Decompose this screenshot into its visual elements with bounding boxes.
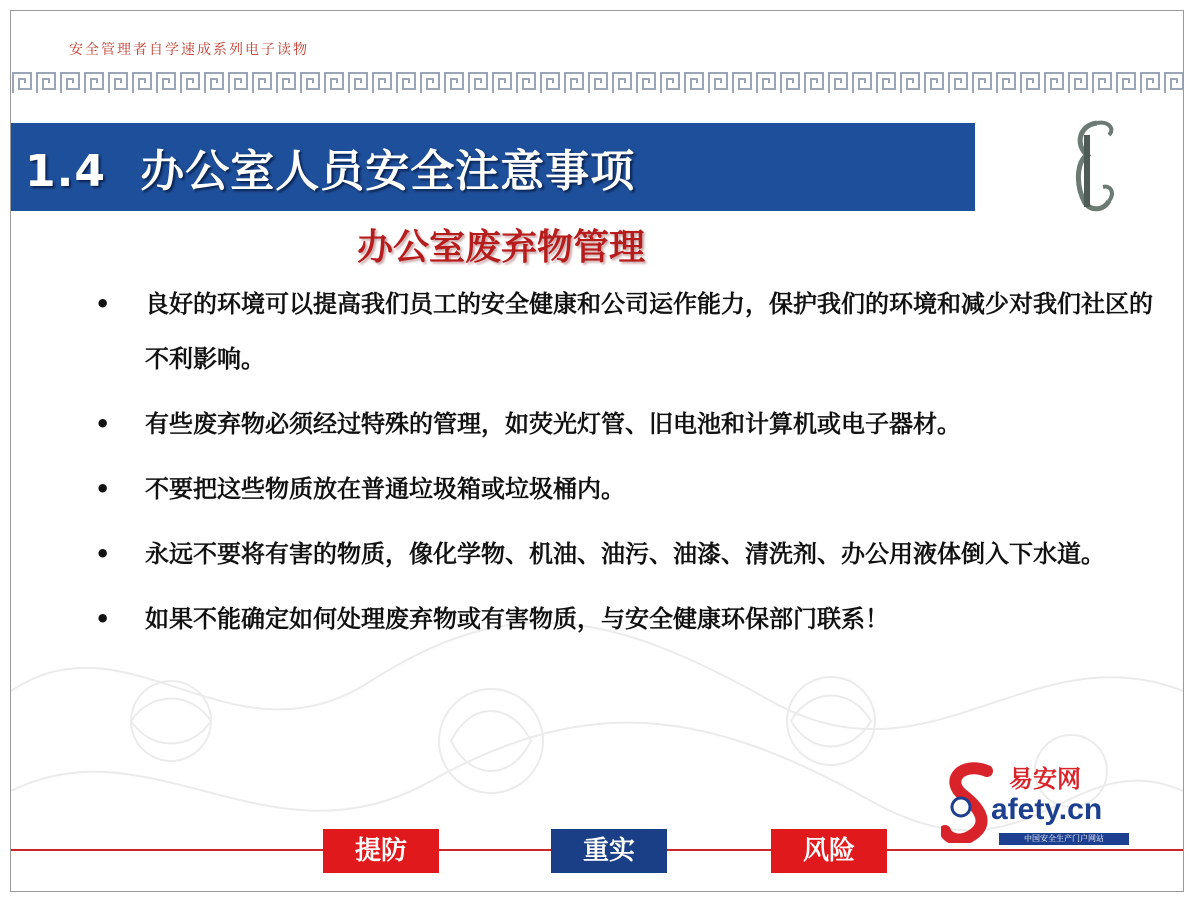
bullet-point: • [95,540,111,568]
bullet-text: 如果不能确定如何处理废弃物或有害物质，与安全健康环保部门联系！ [145,605,889,633]
list-item [95,277,1155,387]
list-item [95,397,1155,452]
tag-prevent: 提防 [323,829,439,873]
bullet-point: • [95,290,111,318]
bullet-text: 良好的环境可以提高我们员工的安全健康和公司运作能力，保护我们的环境和减少对我们社区的不利影响。 [145,290,1153,373]
list-item [95,462,1155,517]
tag-emphasis: 重实 [551,829,667,873]
list-item [95,592,1155,647]
bullet-text: 永远不要将有害的物质，像化学物、机油、油污、油漆、清洗剂、办公用液体倒入下水道。 [145,540,1105,568]
logo-chinese-name: 易安网 [1009,765,1081,793]
section-title: 办公室人员安全注意事项 [140,146,636,197]
logo-tagline: 中国安全生产门户网站 [999,833,1129,845]
tag-risk: 风险 [771,829,887,873]
bullet-point: • [95,475,111,503]
bullet-list [95,277,1155,657]
bullet-point: • [95,605,111,633]
s-swirl-icon [941,761,997,843]
subtitle: 办公室废弃物管理 [357,227,646,268]
list-item [95,527,1155,582]
ornamental-letter-icon [1057,115,1127,215]
section-number: 1.4 [25,146,106,197]
slide [10,10,1184,892]
bullet-text: 有些废弃物必须经过特殊的管理，如荧光灯管、旧电池和计算机或电子器材。 [145,410,961,438]
logo-english-name: afety.cn [991,793,1103,826]
site-logo [941,753,1141,849]
series-title: 安全管理者自学速成系列电子读物 [69,42,309,58]
greek-key-border [11,71,1183,95]
slide-title [25,135,635,199]
bullet-text: 不要把这些物质放在普通垃圾箱或垃圾桶内。 [145,475,625,503]
bullet-point: • [95,410,111,438]
